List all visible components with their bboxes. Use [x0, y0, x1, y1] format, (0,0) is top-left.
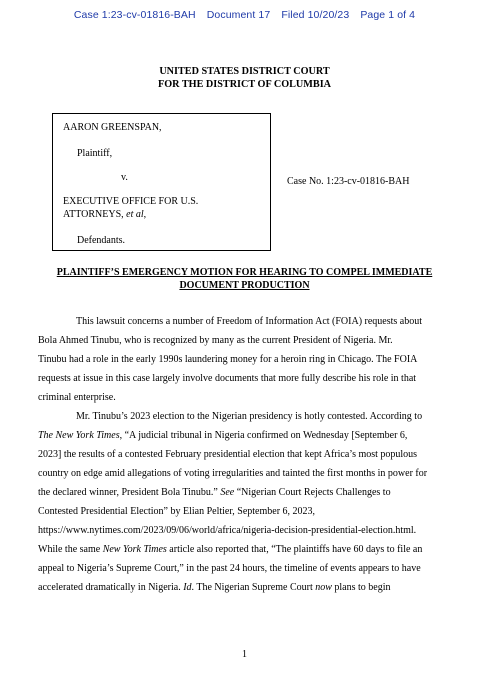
motion-title [0, 267, 489, 292]
case-header [0, 9, 489, 21]
motion-title-line-2: DOCUMENT PRODUCTION [179, 279, 310, 291]
article-url: https://www.nytimes.com/2023/09/06/world/africa/nigeria-decision-presidential-election.html. [38, 525, 417, 536]
court-line-1: UNITED STATES DISTRICT COURT [159, 66, 330, 77]
paragraph-1: This lawsuit concerns a number of Freedom of Information Act (FOIA) requests about Bola Ahmed Tinubu, who is recognized by many as the current President of Nigeria. Mr. Tinubu had a role in the early 1990s laundering money for a heroin ring in Chicago. The FOIA requests at issue in this case largely involve documents that more fully describe his role in that criminal enterprise. [38, 316, 423, 403]
court-name [0, 66, 489, 91]
defendant-line-2: ATTORNEYS, et al, [63, 209, 147, 220]
filed-date: Filed 10/20/23 [281, 9, 350, 21]
page-number: 1 [242, 649, 247, 660]
plaintiff-name: AARON GREENSPAN, [63, 122, 162, 133]
page-indicator: Page 1 of 4 [360, 9, 416, 21]
case-number: Case No. 1:23-cv-01816-BAH [287, 176, 410, 187]
paragraph-2: Mr. Tinubu’s 2023 election to the Nigerian presidency is hotly contested. According to The New York Times, “A judicial tribunal in Nigeria confirmed on Wednesday [September 6, 2023] the results of a contested February presidential election that kept Africa’s most populous country on edge amid allegations of voting irregularities and tainted the first months in power for the declared winner, President Bola Tinubu.” See “Nigerian Court Rejects Challenges to Contested Presidential Election” by Elian Peltier, September 6, 2023, https://www.nytimes.com/2023/09/06/world/africa/nigeria-decision-presidential-election.html. While the same New York Times article also reported that, “The plaintiffs have 60 days to file an appeal to Nigeria’s Supreme Court,” in the past 24 hours, the timeline of events appears to have accelerated dramatically in Nigeria. Id. The Nigerian Supreme Court now plans to begin [38, 407, 458, 597]
versus: v. [121, 172, 128, 183]
motion-title-line-1: PLAINTIFF’S EMERGENCY MOTION FOR HEARING TO COMPEL IMMEDIATE [56, 267, 433, 278]
plaintiff-role: Plaintiff, [77, 148, 113, 159]
document-number: Document 17 [206, 9, 271, 21]
defendant-line-1: EXECUTIVE OFFICE FOR U.S. [63, 196, 199, 207]
court-line-2: FOR THE DISTRICT OF COLUMBIA [157, 78, 332, 90]
defendant-role: Defendants. [77, 235, 126, 246]
case-number-header: Case 1:23-cv-01816-BAH [73, 9, 196, 21]
